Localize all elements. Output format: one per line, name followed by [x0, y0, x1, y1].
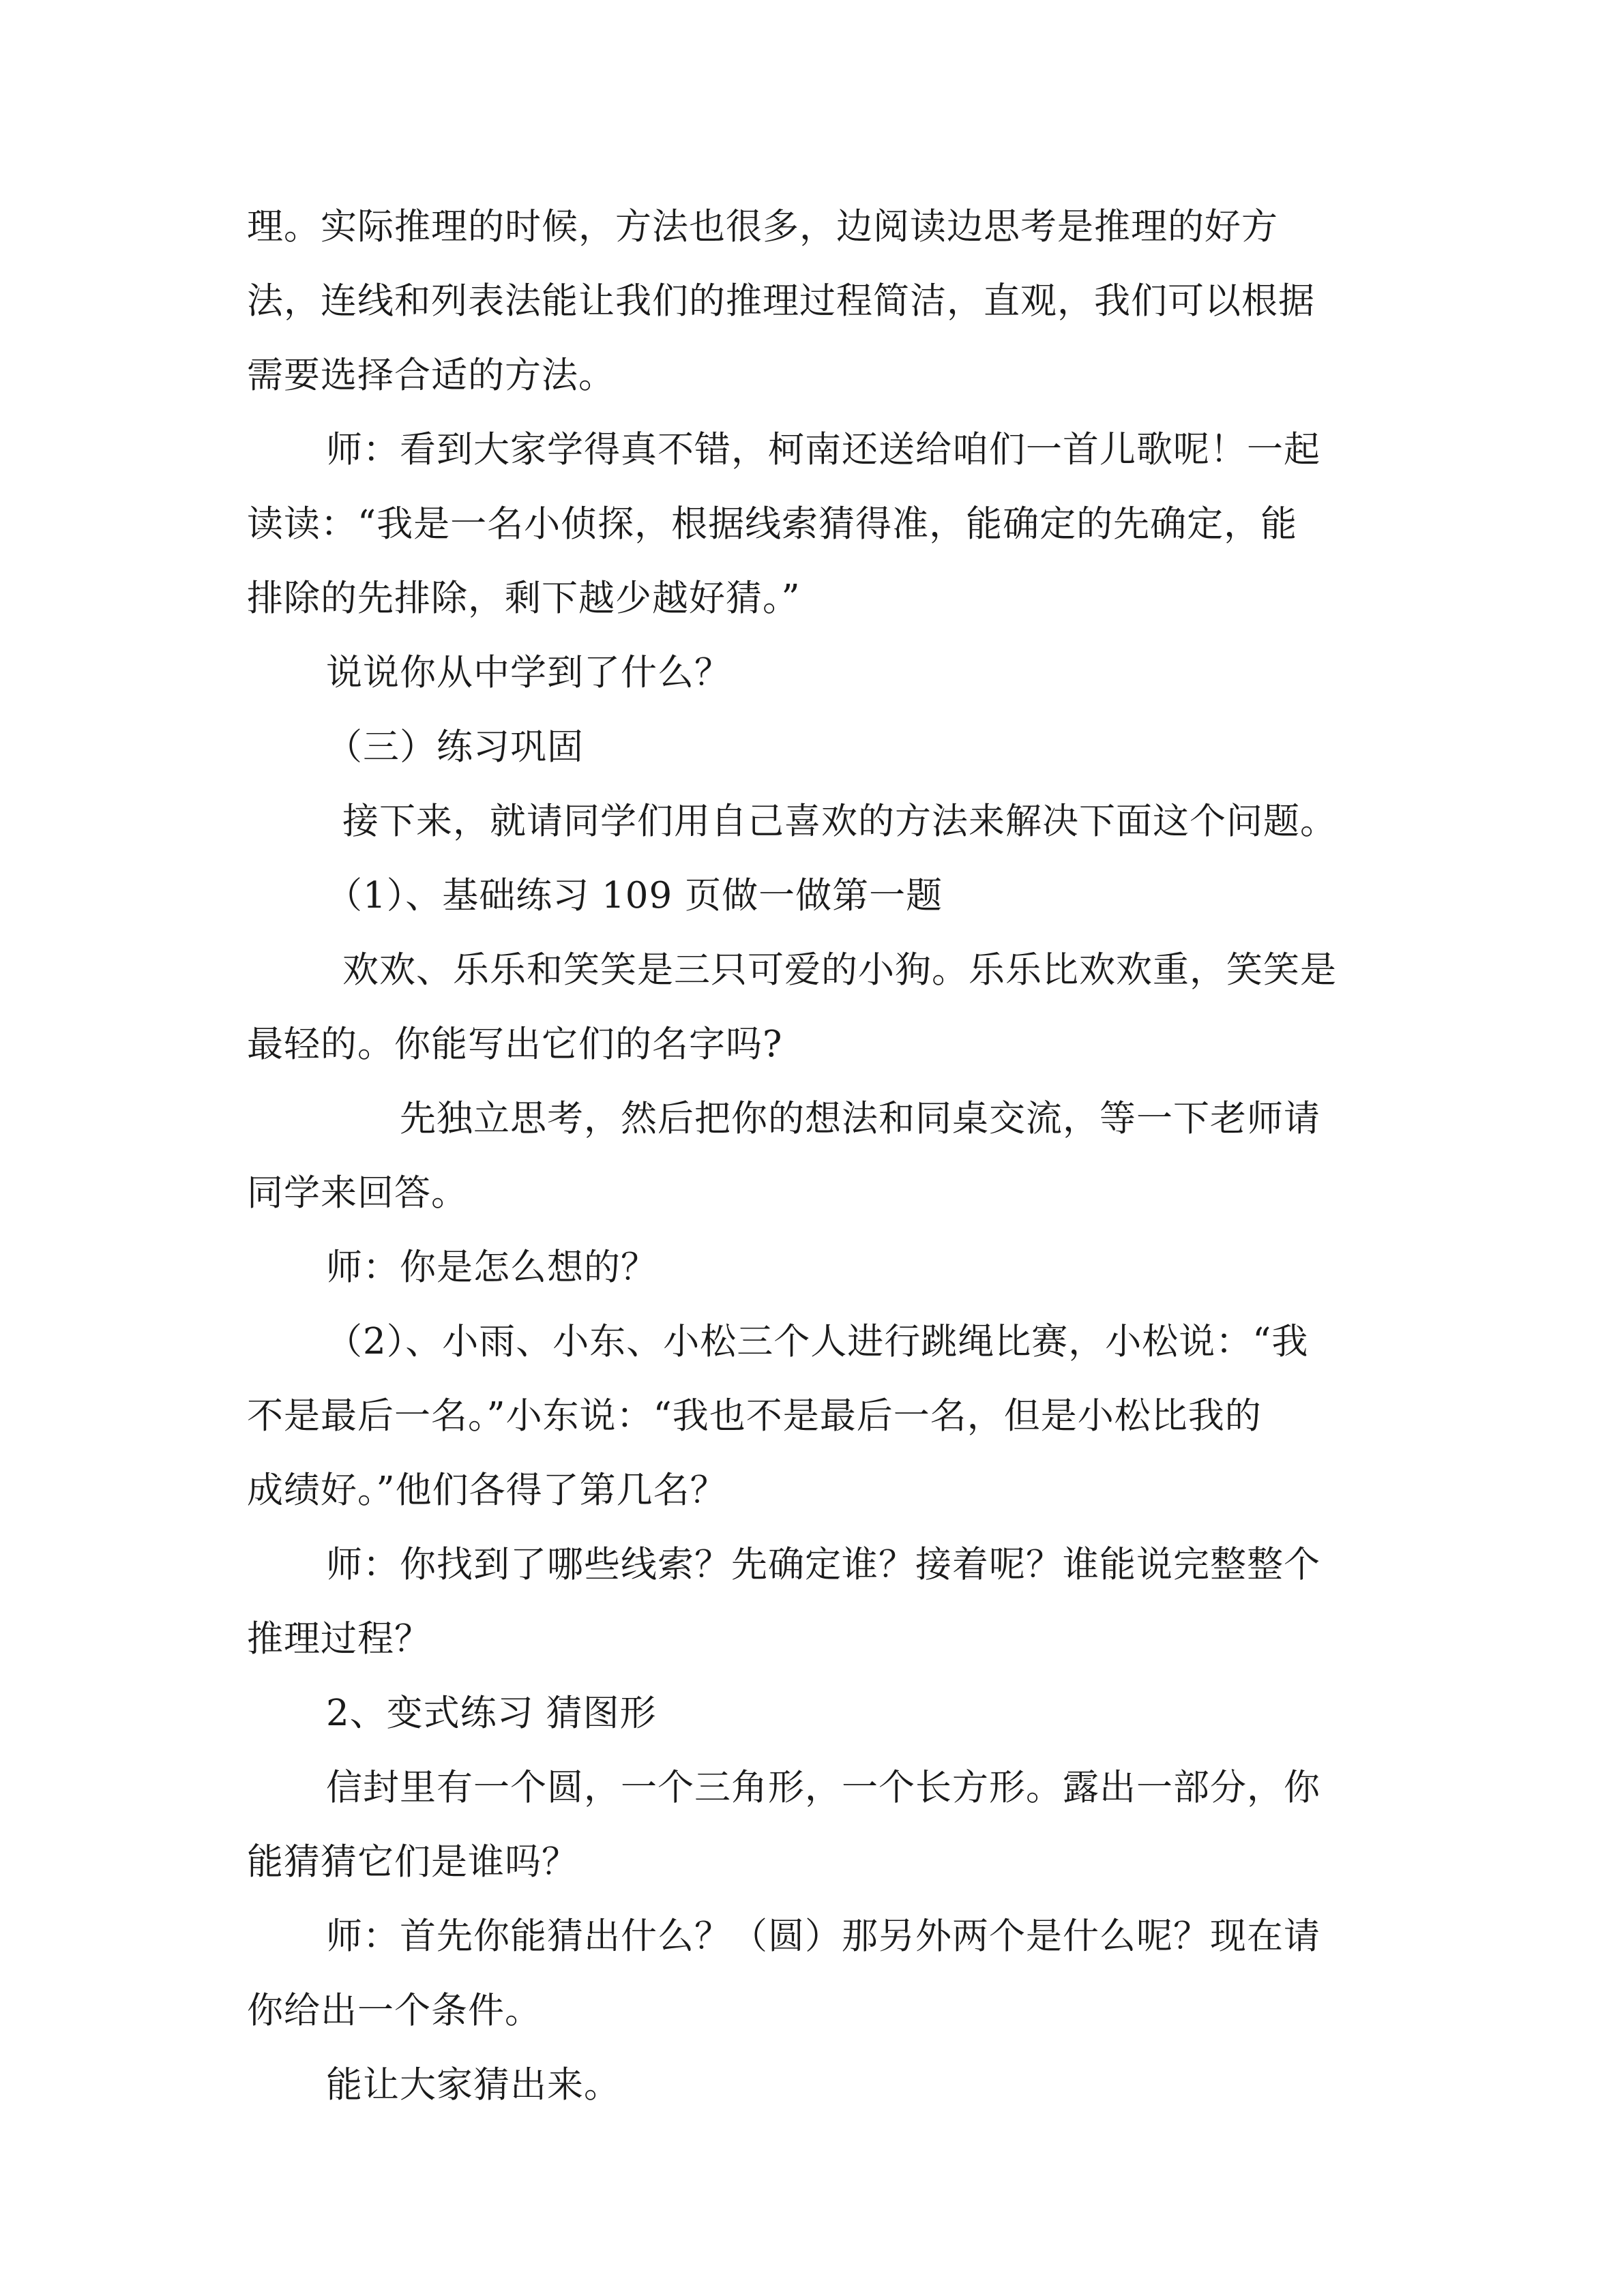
text-line-7: 说说你从中学到了什么？	[326, 652, 731, 694]
exercise-heading-2: （2）、小雨、小东、小松三个人进行跳绳比赛，小松说：“我	[326, 1321, 1309, 1362]
text-line-15: 师：你是怎么想的？	[326, 1247, 658, 1288]
text-line-11: 欢欢、乐乐和笑笑是三只可爱的小狗。乐乐比欢欢重，笑笑是	[342, 949, 1337, 991]
variant-exercise-heading: 2、变式练习 猜图形	[326, 1693, 657, 1734]
text-line-6: 排除的先排除，剩下越少越好猜。”	[247, 578, 801, 619]
text-line-5: 读读：“我是一名小侦探，根据线索猜得准，能确定的先确定，能	[247, 503, 1298, 545]
text-line-2: 法，连线和列表法能让我们的推理过程简洁，直观，我们可以根据	[247, 280, 1315, 322]
text-line-12: 最轻的。你能写出它们的名字吗?	[247, 1024, 783, 1065]
text-line-4: 师：看到大家学得真不错，柯南还送给咱们一首儿歌呢！一起	[326, 429, 1320, 471]
text-line-3: 需要选择合适的方法。	[247, 355, 615, 396]
text-line-13: 先独立思考，然后把你的想法和同桌交流，等一下老师请	[400, 1098, 1320, 1139]
text-line-9: 接下来，就请同学们用自己喜欢的方法来解决下面这个问题。	[342, 801, 1337, 842]
text-line-23: 能猜猜它们是谁吗？	[247, 1841, 578, 1883]
text-line-22: 信封里有一个圆，一个三角形，一个长方形。露出一部分，你	[326, 1767, 1320, 1808]
section-heading: （三）练习巩固	[326, 726, 584, 768]
exercise-heading-1: （1）、基础练习 109 页做一做第一题	[326, 875, 943, 916]
text-line-19: 师：你找到了哪些线索？先确定谁？接着呢？谁能说完整整个	[326, 1544, 1320, 1585]
text-line-20: 推理过程？	[247, 1618, 431, 1660]
text-line-17: 不是最后一名。”小东说：“我也不是最后一名，但是小松比我的	[247, 1395, 1262, 1437]
text-line-18: 成绩好。”他们各得了第几名？	[247, 1470, 727, 1511]
text-line-24: 师：首先你能猜出什么？（圆）那另外两个是什么呢？现在请	[326, 1915, 1320, 1957]
text-line-1: 理。实际推理的时候，方法也很多，边阅读边思考是推理的好方	[247, 206, 1278, 248]
text-line-26: 能让大家猜出来。	[326, 2064, 621, 2106]
text-line-14: 同学来回答。	[247, 1172, 468, 1214]
text-line-25: 你给出一个条件。	[247, 1990, 542, 2031]
